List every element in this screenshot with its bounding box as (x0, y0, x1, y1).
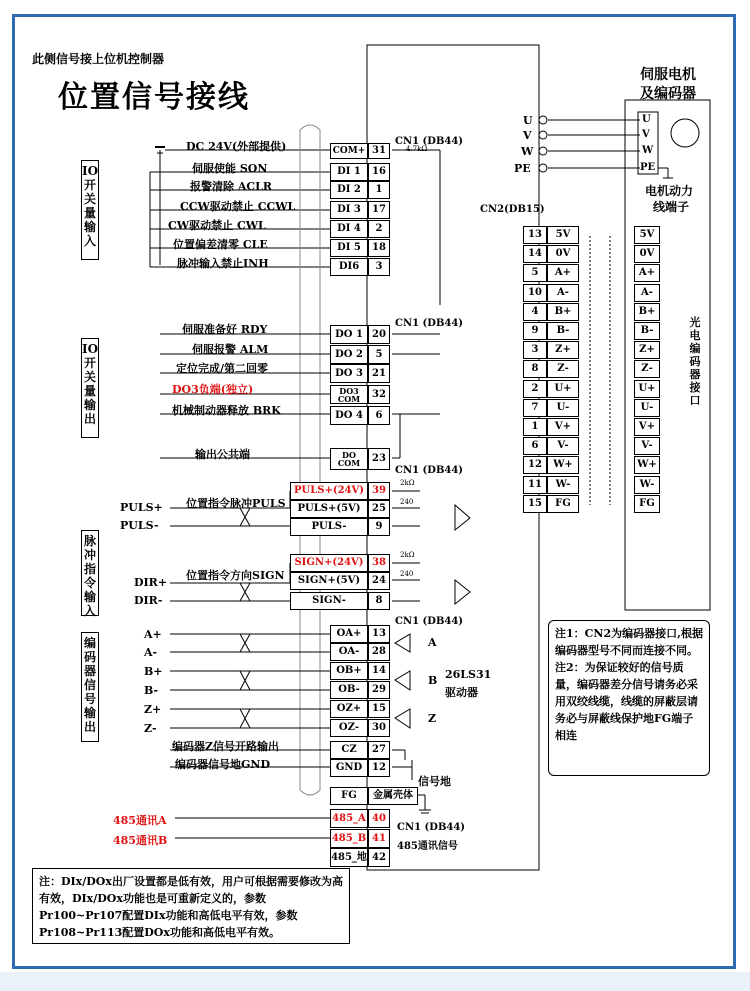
sign-pin: 8 (368, 592, 390, 610)
gnd-pin: 12 (368, 759, 390, 777)
fg-box: FG (330, 787, 368, 805)
motor-term-u: U (642, 114, 651, 125)
rs485-pin: 40 (368, 809, 390, 828)
driver-a-label: A (428, 636, 437, 649)
com-plus-box: COM+ (330, 143, 368, 159)
cn2-signal: Z+ (547, 341, 579, 359)
rs485-pin: 42 (368, 848, 390, 867)
puls-plus-input: PULS+ (120, 501, 163, 514)
phase-u-label: U (523, 114, 533, 127)
input-pin: 17 (368, 201, 390, 219)
encoder-terminal: U- (634, 399, 660, 417)
cn2-signal: U- (547, 399, 579, 417)
input-pin: 18 (368, 239, 390, 257)
cn2-label: CN2(DB15) (480, 204, 545, 215)
power-terminal-label-1: 电机动力 (645, 184, 694, 198)
driver-z-label: Z (428, 712, 437, 725)
input-pin: 16 (368, 163, 390, 181)
cn2-signal: W- (547, 476, 579, 494)
rs485-label: 485通讯B (113, 834, 168, 847)
cz-pin: 27 (368, 741, 390, 759)
resistor-240-puls: 240 (400, 498, 414, 506)
motor-title-line2: 及编码器 (640, 86, 696, 102)
note-right: 注1：CN2为编码器接口,根据编码器型号不同而连接不同。注2：为保证较好的信号质量，编码器差分信号请务必采用双绞线缆，线缆的屏蔽层请务必与屏蔽线保护地FG端子相连 (548, 620, 710, 776)
output-box (330, 385, 368, 404)
dc24v-label: DC 24V(外部提供) (186, 140, 287, 153)
gnd-box: GND (330, 759, 368, 777)
phase-v-label: V (523, 129, 532, 142)
driver-b-label: B (428, 674, 438, 687)
output-pin: 20 (368, 325, 390, 344)
cz-label: 编码器Z信号开路输出 (172, 740, 280, 753)
resistor-240-sign: 240 (400, 570, 414, 578)
cn2-pin: 15 (523, 495, 547, 513)
cn2-signal: A+ (547, 264, 579, 282)
cn2-pin: 8 (523, 360, 547, 378)
sign-pin: 38 (368, 554, 390, 572)
input-pin: 2 (368, 220, 390, 238)
encoder-box: OB- (330, 681, 368, 699)
encoder-terminal: B+ (634, 303, 660, 321)
cn2-signal: A- (547, 284, 579, 302)
output-label: 定位完成/第二回零 (176, 362, 269, 375)
resistor-2k-puls: 2kΩ (400, 479, 415, 487)
output-box: DO 4 (330, 406, 368, 425)
phase-pe-label: PE (514, 162, 531, 175)
cn1-label-485: CN1 (DB44) (397, 822, 466, 833)
note-bottom: 注：DIx/DOx出厂设置都是低有效，用户可根据需要修改为高有效，DIx/DOx功能也是可重新定义的，参数Pr100~Pr107配置DIx功能和高低电平有效，参数Pr108~Pr113配置DOx功能和高低电平有效。 (32, 868, 350, 944)
cn2-pin: 6 (523, 437, 547, 455)
sign-box: SIGN+(5V) (290, 572, 368, 590)
output-box-line1: DO3 (339, 386, 359, 396)
output-common-label: 输出公共端 (195, 448, 250, 461)
cn2-signal: U+ (547, 380, 579, 398)
encoder-left-label: B+ (144, 665, 163, 678)
cn2-signal: Z- (547, 360, 579, 378)
input-box: DI 1 (330, 163, 368, 181)
puls-caption: 位置指令脉冲PULS (186, 497, 286, 510)
motor-term-v: V (642, 129, 650, 140)
output-label: 伺服准备好 RDY (182, 323, 268, 336)
motor-term-w: W (642, 145, 654, 156)
rs485-pin: 41 (368, 829, 390, 848)
cn2-signal: V+ (547, 418, 579, 436)
dir-minus-input: DIR- (134, 594, 163, 607)
sign-caption: 位置指令方向SIGN (186, 569, 285, 582)
cn1-label-output: CN1 (DB44) (395, 318, 464, 329)
input-label: 脉冲输入禁止INH (177, 257, 269, 270)
sign-box: SIGN+(24V) (290, 554, 368, 572)
encoder-terminal: Z+ (634, 341, 660, 359)
output-box: DO 1 (330, 325, 368, 344)
phase-w-label: W (521, 145, 534, 158)
input-box: DI 3 (330, 201, 368, 219)
encoder-pin: 13 (368, 625, 390, 643)
encoder-pin: 15 (368, 700, 390, 718)
input-label: 伺服使能 SON (192, 162, 268, 175)
rs485-box: 485_地 (330, 848, 368, 867)
puls-box: PULS+(5V) (290, 500, 368, 518)
output-label: 伺服报警 ALM (192, 343, 269, 356)
power-terminal-label-2: 线端子 (653, 200, 690, 214)
encoder-terminal: W+ (634, 456, 660, 474)
cn1-label-top: CN1 (DB44) (395, 136, 464, 147)
encoder-terminal: 5V (634, 226, 660, 244)
cn1-485-subtitle: 485通讯信号 (397, 841, 458, 852)
driver-chip-label: 26LS31 (445, 668, 492, 681)
output-label: 机械制动器释放 BRK (172, 404, 281, 417)
puls-pin: 39 (368, 482, 390, 500)
cn1-label-pulse: CN1 (DB44) (395, 465, 464, 476)
cn1-label-encoder: CN1 (DB44) (395, 616, 464, 627)
cn2-pin: 9 (523, 322, 547, 340)
encoder-box: OA- (330, 643, 368, 661)
encoder-terminal: B- (634, 322, 660, 340)
section-io-output: IO开关量输出 (81, 338, 99, 438)
encoder-box: OB+ (330, 662, 368, 680)
puls-minus-input: PULS- (120, 519, 159, 532)
encoder-terminal: FG (634, 495, 660, 513)
encoder-box: OZ- (330, 719, 368, 737)
output-pin: 5 (368, 345, 390, 364)
encoder-terminal: Z- (634, 360, 660, 378)
cn2-signal: W+ (547, 456, 579, 474)
resistor-2k-sign: 2kΩ (400, 551, 415, 559)
output-pin: 6 (368, 406, 390, 425)
sign-box: SIGN- (290, 592, 368, 610)
encoder-left-label: Z- (144, 722, 157, 735)
encoder-pin: 14 (368, 662, 390, 680)
rs485-label: 485通讯A (113, 814, 167, 827)
resistor-4k7: 4.7kΩ (406, 145, 428, 153)
input-box: DI 2 (330, 181, 368, 199)
cn2-pin: 14 (523, 245, 547, 263)
input-box: DI6 (330, 258, 368, 276)
cn2-signal: FG (547, 495, 579, 513)
section-io-input: IO开关量输入 (81, 160, 99, 260)
cn2-pin: 3 (523, 341, 547, 359)
page-title: 位置信号接线 (58, 80, 250, 115)
fg-shell: 金属壳体 (368, 787, 418, 805)
puls-pin: 9 (368, 518, 390, 536)
output-box: DO 3 (330, 364, 368, 383)
input-box: DI 5 (330, 239, 368, 257)
cn2-pin: 13 (523, 226, 547, 244)
cn2-pin: 1 (523, 418, 547, 436)
section-encoder-output: 编码器信号输出 (81, 632, 99, 742)
motor-title-line1: 伺服电机 (640, 67, 696, 83)
input-label: CW驱动禁止 CWL (168, 219, 266, 232)
encoder-pin: 30 (368, 719, 390, 737)
rs485-box: 485_A (330, 809, 368, 828)
encoder-left-label: A+ (144, 628, 162, 641)
output-label: DO3负端(独立) (172, 383, 254, 396)
encoder-box: OZ+ (330, 700, 368, 718)
cn2-pin: 5 (523, 264, 547, 282)
cn2-pin: 12 (523, 456, 547, 474)
encoder-left-label: B- (144, 684, 159, 697)
cn2-pin: 11 (523, 476, 547, 494)
cn2-pin: 4 (523, 303, 547, 321)
puls-box: PULS- (290, 518, 368, 536)
encoder-terminal: A- (634, 284, 660, 302)
input-label: CCW驱动禁止 CCWL (180, 200, 296, 213)
cn2-pin: 2 (523, 380, 547, 398)
cn2-signal: 0V (547, 245, 579, 263)
encoder-left-label: A- (144, 646, 158, 659)
cn2-signal: B+ (547, 303, 579, 321)
encoder-terminal: V- (634, 437, 660, 455)
gnd-label: 编码器信号地GND (175, 758, 270, 771)
encoder-left-label: Z+ (144, 703, 162, 716)
section-pulse-input: 脉冲指令输入 (81, 530, 99, 616)
encoder-pin: 29 (368, 681, 390, 699)
motor-term-pe: PE (640, 162, 656, 173)
rs485-box: 485_B (330, 829, 368, 848)
output-pin: 21 (368, 364, 390, 383)
output-pin: 32 (368, 385, 390, 404)
encoder-pin: 28 (368, 643, 390, 661)
cn2-signal: 5V (547, 226, 579, 244)
input-label: 位置偏差清零 CLE (173, 238, 268, 251)
encoder-terminal: V+ (634, 418, 660, 436)
encoder-terminal: A+ (634, 264, 660, 282)
cn2-pin: 7 (523, 399, 547, 417)
encoder-terminal: 0V (634, 245, 660, 263)
docom-line2: COM (337, 458, 361, 468)
encoder-terminal: U+ (634, 380, 660, 398)
input-pin: 1 (368, 181, 390, 199)
driver-chip-sub: 驱动器 (445, 686, 478, 699)
input-box: DI 4 (330, 220, 368, 238)
dir-plus-input: DIR+ (134, 576, 168, 589)
output-box: DO 2 (330, 345, 368, 364)
puls-pin: 25 (368, 500, 390, 518)
sign-pin: 24 (368, 572, 390, 590)
cn2-pin: 10 (523, 284, 547, 302)
cn2-signal: V- (547, 437, 579, 455)
docom-box (330, 448, 368, 470)
encoder-port-label: 光电编码器接口 (689, 316, 701, 407)
encoder-terminal: W- (634, 476, 660, 494)
docom-pin: 23 (368, 448, 390, 470)
cn2-signal: B- (547, 322, 579, 340)
com-plus-pin: 31 (368, 143, 390, 159)
header-subtitle: 此侧信号接上位机控制器 (32, 52, 165, 66)
cz-box: CZ (330, 741, 368, 759)
docom-line1: DO (342, 450, 356, 460)
puls-box: PULS+(24V) (290, 482, 368, 500)
encoder-box: OA+ (330, 625, 368, 643)
input-pin: 3 (368, 258, 390, 276)
output-box-line2: COM (337, 394, 361, 404)
input-label: 报警清除 ACLR (190, 180, 272, 193)
signal-ground-label: 信号地 (418, 775, 451, 788)
